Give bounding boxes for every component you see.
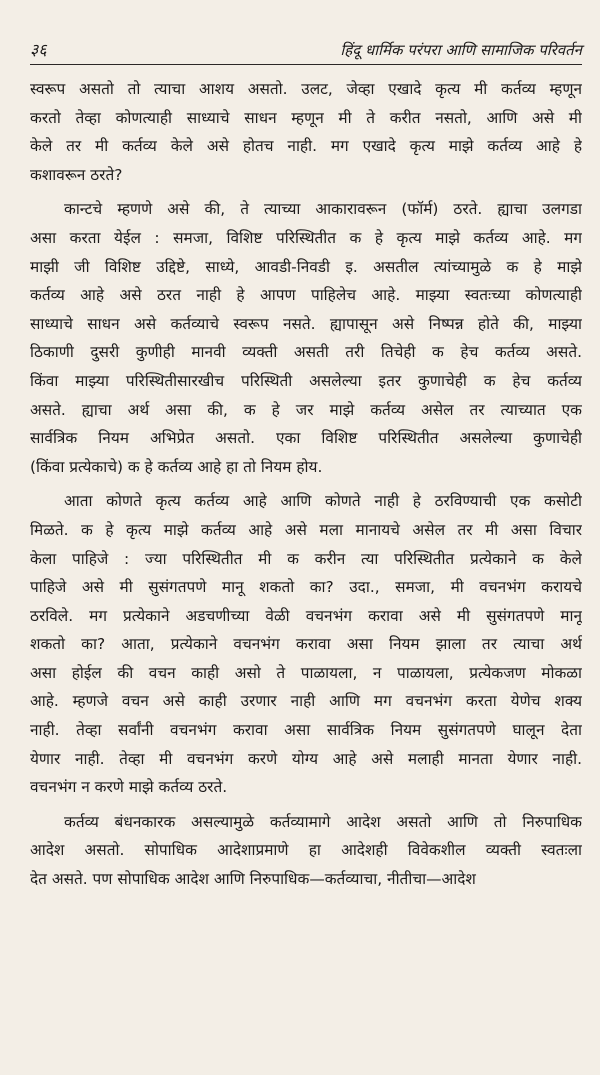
- running-title: हिंदू धार्मिक परंपरा आणि सामाजिक परिवर्तन: [340, 41, 582, 59]
- text-line: येणार नाही. तेव्हा मी वचनभंग करणे योग्य आहे असे मलाही मानता येणार नाही.: [30, 749, 582, 768]
- text-line: असते. ह्याचा अर्थ असा की, क हे जर माझे कर्तव्य असेल तर त्याच्यात एक: [30, 400, 582, 419]
- text-line: ठिकाणी दुसरी कुणीही मानवी व्यक्ती असती तरी तिचेही क हेच कर्तव्य असते.: [30, 343, 582, 362]
- text-line: साध्याचे साधन असे कर्तव्याचे स्वरूप नसते. ह्यापासून असे निष्पन्न होते की, माझ्या: [30, 314, 582, 333]
- paragraph: [30, 487, 582, 802]
- text-line: वचनभंग न करणे माझे कर्तव्य ठरते.: [30, 778, 228, 797]
- text-line: कशावरून ठरते?: [30, 165, 123, 184]
- text-line: कर्तव्य बंधनकारक असल्यामुळे कर्तव्यामागे आदेश असतो आणि तो निरुपाधिक: [64, 812, 582, 831]
- text-line: स्वरूप असतो तो त्याचा आशय असतो. उलट, जेव्हा एखादे कृत्य मी कर्तव्य म्हणून: [30, 80, 582, 98]
- text-line: केला पाहिजे : ज्या परिस्थितीत मी क करीन त्या परिस्थितीत प्रत्येकाने क केले: [30, 549, 582, 568]
- text-line: (किंवा प्रत्येकाचे) क हे कर्तव्य आहे हा तो नियम होय.: [30, 457, 323, 476]
- text-line: सार्वत्रिक नियम अभिप्रेत असतो. एका विशिष्ट परिस्थितीत असलेल्या कुणाचेही: [30, 429, 582, 448]
- page-number: ३६: [30, 40, 47, 59]
- text-line: आहे. म्हणजे वचन असे काही उरणार नाही आणि मग वचनभंग करता येणेच शक्य: [30, 692, 582, 711]
- text-line: नाही. तेव्हा सर्वांनी वचनभंग करावा असा सार्वत्रिक नियम सुसंगतपणे घालून देता: [30, 721, 582, 740]
- paragraph: [30, 75, 582, 189]
- text-line: आदेश असतो. सोपाधिक आदेशाप्रमाणे हा आदेशही विवेकशील व्यक्ती स्वतःला: [30, 841, 582, 860]
- paragraph: [30, 195, 582, 481]
- text-line: असा होईल की वचन काही असो ते पाळायला, न पाळायला, प्रत्येकजण मोकळा: [30, 663, 582, 682]
- text-line: केले तर मी कर्तव्य केले असे होतच नाही. मग एखादे कृत्य माझे कर्तव्य आहे हे: [30, 137, 582, 156]
- text-line: कर्तव्य आहे असे ठरत नाही हे आपण पाहिलेच आहे. माझ्या स्वतःच्या कोणत्याही: [30, 286, 582, 305]
- text-line: मिळते. क हे कृत्य माझे कर्तव्य आहे असे मला मानायचे असेल तर मी असा विचार: [30, 520, 582, 539]
- text-line: माझी जी विशिष्ट उद्दिष्टे, साध्ये, आवडी-निवडी इ. असतील त्यांच्यामुळे क हे माझे: [30, 257, 582, 276]
- text-line: आता कोणते कृत्य कर्तव्य आहे आणि कोणते नाही हे ठरविण्याची एक कसोटी: [64, 492, 582, 511]
- text-line: शकतो का? आता, प्रत्येकाने वचनभंग करावा असा नियम झाला तर त्याचा अर्थ: [30, 635, 582, 654]
- text-line: पाहिजे असे मी सुसंगतपणे मानू शकतो का? उदा., समजा, मी वचनभंग करायचे: [30, 578, 582, 597]
- running-header: [30, 38, 582, 65]
- text-line: करतो तेव्हा कोणत्याही साध्याचे साधन म्हणून मी ते करीत नसतो, आणि असे मी: [30, 108, 582, 127]
- paragraph: [30, 808, 582, 894]
- text-line: असा करता येईल : समजा, विशिष्ट परिस्थितीत क हे कृत्य माझे कर्तव्य आहे. मग: [30, 228, 582, 247]
- text-line: ठरविले. मग प्रत्येकाने अडचणीच्या वेळी वचनभंग करावा असे मी सुसंगतपणे मानू: [30, 606, 582, 625]
- text-line: किंवा माझ्या परिस्थितीसारखीच परिस्थिती असलेल्या इतर कुणाचेही क हेच कर्तव्य: [30, 371, 582, 390]
- body-text: [30, 75, 582, 894]
- text-line: कान्टचे म्हणणे असे की, ते त्याच्या आकारावरून (फॉर्म) ठरते. ह्याचा उलगडा: [64, 200, 582, 219]
- text-line: देत असते. पण सोपाधिक आदेश आणि निरुपाधिक—कर्तव्याचा, नीतीचा—आदेश: [30, 870, 476, 889]
